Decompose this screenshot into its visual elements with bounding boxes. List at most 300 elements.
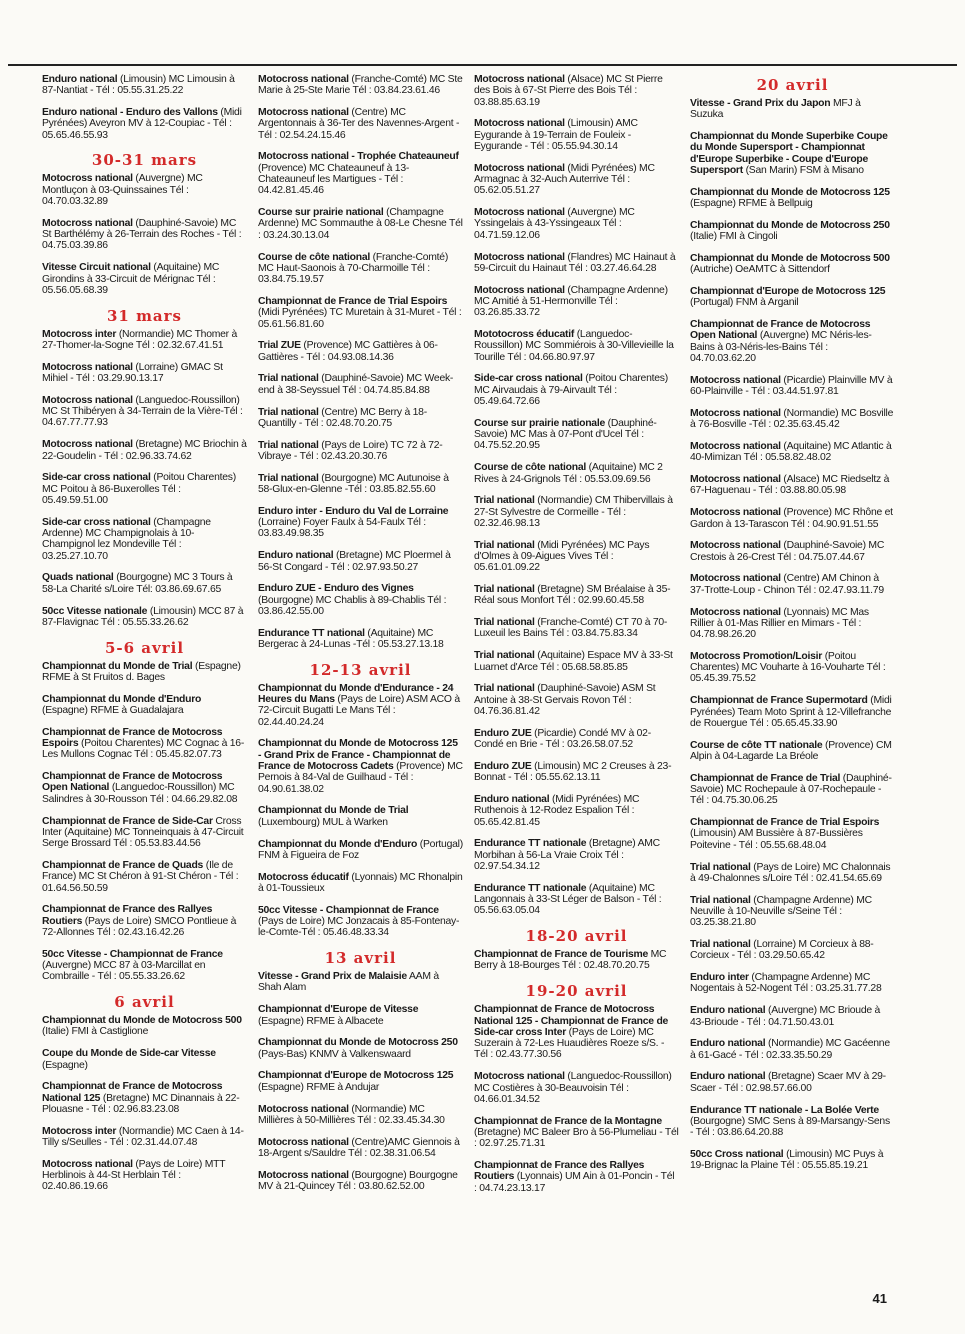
event-entry: [690, 895, 895, 929]
event-entry: [474, 617, 679, 640]
event-details: (Italie) FMI à Cingoli: [690, 231, 778, 243]
event-entry: [42, 1126, 247, 1149]
event-details: (Champagne Ardenne) MC Amitié à 51-Hermonville Tél : 03.26.85.33.72: [474, 284, 668, 319]
event-details: (Lyonnais) MC Rhonalpin à 01-Toussieux: [258, 871, 463, 894]
event-entry: [258, 107, 463, 141]
event-entry: [258, 1104, 463, 1127]
event-title: Quads national: [42, 572, 114, 584]
event-details: (Champagne Ardenne) MC Champignolais à 10-Champignol lez Mondeville Tél : 03.25.27.10.70: [42, 516, 211, 562]
event-title: Championnat de France de Motocross National 125: [42, 1081, 223, 1104]
event-details: (Dauphiné-Savoie) ASM St Antoine à 38-St Gervais Rovon Tél : 04.76.36.81.42: [474, 683, 656, 717]
event-title: Motocross national: [42, 217, 133, 229]
event-entry: [258, 683, 463, 728]
event-details: (Aquitaine) Espace MV à 33-St Luarnet d'Arce Tél : 05.68.58.85.85: [474, 650, 673, 673]
event-title: Trial national: [474, 495, 535, 507]
event-details: (Languedoc-Roussillon) MC St Thibéryen à 34-Terrain de la Vière-Tél : 04.67.77.77.93: [42, 394, 243, 429]
column-4: [690, 74, 895, 1182]
event-details: (Provence) MC Pernois à 84-Val de Guilhaud - Tél : 04.90.61.38.02: [258, 761, 463, 795]
date-heading: 12-13 avril: [309, 660, 412, 679]
event-details: (Centre)AMC Giennois à 18-Argent s/Sauldre Tél : 02.38.31.06.54: [258, 1136, 460, 1159]
event-details: (Limousin) AM Bussière à 87-Bussières Poitevine - Tél : 05.55.68.48.04: [690, 828, 863, 851]
event-title: Course de côte national: [474, 462, 587, 474]
event-entry: [42, 329, 247, 352]
event-title: Course de côte national: [258, 251, 371, 263]
event-title: Championnat de France de Motocross Open National: [690, 319, 871, 342]
event-entry: [474, 285, 679, 319]
event-entry: [474, 838, 679, 872]
event-entry: [690, 573, 895, 596]
event-title: Endurance TT national: [258, 627, 365, 639]
event-title: Coupe du Monde de Side-car Vitesse: [42, 1048, 216, 1060]
top-rule: [8, 64, 957, 66]
event-details: (Pays de Loire) ASM ACO à 72-Circuit Bugatti Le Mans Tél : 02.44.40.24.24: [258, 694, 460, 728]
event-details: (Centre) MC Argentonnais à 36-Ter des Navennes-Argent - Tél : 02.54.24.15.46: [258, 107, 460, 141]
event-title: Championnat de France de Motocross Open National: [42, 771, 223, 794]
event-details: (Portugal) FNM à Figueira de Foz: [258, 838, 463, 861]
event-entry: [474, 728, 679, 751]
date-heading: 18-20 avril: [525, 927, 628, 946]
event-title: Motocross national: [690, 573, 781, 585]
event-title: Championnat du Monde d'Enduro: [258, 838, 418, 850]
event-details: (Espagne) RFME à St Fruitos d. Bages: [42, 660, 241, 683]
event-entry: [690, 1005, 895, 1028]
event-title: Motocross national: [690, 407, 781, 419]
date-heading: 31 mars: [106, 306, 183, 325]
event-details: (Auvergne) MC Montluçon à 03-Quinssaines Tél : 04.70.03.32.89: [42, 173, 203, 208]
event-details: (Provence) CM Alpin à 04-Lagarde La Bréole: [690, 739, 892, 762]
event-entry: [474, 1071, 679, 1105]
event-title: Trial national: [474, 584, 535, 596]
event-entry: [474, 584, 679, 607]
event-title: Motocross national: [690, 441, 781, 453]
event-details: (Picardie) Plainville MV à 60-Plainville - Tél : 03.44.51.97.81: [690, 374, 893, 398]
event-title: Motocross national: [258, 1103, 349, 1115]
event-entry: [690, 740, 895, 763]
event-entry: [42, 606, 247, 629]
event-title: Mototocross éducatif: [474, 329, 575, 341]
event-details: (Auvergne) MC Yssingelais à 43-Yssingeaux Tél : 04.71.59.12.06: [474, 207, 635, 241]
event-details: (Normandie) MC Bosville à 76-Bosville -Tél : 02.35.63.45.42: [690, 407, 894, 431]
event-title: Motocross national: [258, 1169, 349, 1181]
event-entry: [474, 252, 679, 275]
event-details: (Dauphiné-Savoie) MC St Barthélémy à 26-Terrain des Roches - Tél : 04.75.03.39.86: [42, 217, 242, 252]
event-entry: [690, 695, 895, 729]
event-entry: [690, 507, 895, 530]
event-title: 50cc Cross national: [690, 1148, 784, 1160]
event-entry: [258, 628, 463, 651]
event-entry: [42, 74, 247, 97]
event-entry: [42, 472, 247, 506]
event-entry: [258, 340, 463, 363]
event-details: (Midi Pyrénées) TC Muretain à 31-Muret - Tél : 05.61.56.81.60: [258, 307, 462, 330]
event-title: Championnat d'Europe de Vitesse: [258, 1004, 419, 1016]
event-title: Motocross national: [42, 361, 133, 373]
event-entry: [690, 131, 895, 176]
event-details: (Pays de Loire) TC 72 à 72-Vibraye - Tél : 02.43.20.30.76: [258, 439, 443, 462]
event-entry: [474, 883, 679, 917]
event-details: (Bourgogne) MC Chablis à 89-Chablis Tél : 03.86.42.55.00: [258, 594, 447, 617]
event-entry: [258, 583, 463, 617]
event-entry: [42, 727, 247, 761]
event-details: MC Berry à 18-Bourges Tél : 02.48.70.20.75: [474, 949, 667, 972]
event-entry: [258, 1137, 463, 1160]
event-details: (Dauphiné-Savoie) MC Crestois à 26-Crest Tél : 04.75.07.44.67: [690, 540, 885, 563]
event-details: (Autriche) OeAMTC à Sittendorf: [690, 264, 830, 276]
event-title: Championnat du Monde de Motocross 250: [690, 219, 890, 231]
event-entry: [690, 540, 895, 563]
event-title: Championnat du Monde de Motocross 500: [690, 252, 890, 264]
column-3: [474, 74, 679, 1204]
event-title: Course de côte TT nationale: [690, 739, 823, 751]
event-entry: [258, 296, 463, 330]
event-title: Championnat du Monde de Motocross 125 - Grand Prix de France - Championnat de France de Motocross Cadets: [258, 738, 458, 773]
event-title: Trial national: [690, 894, 751, 906]
event-details: (Franche-Comté) MC Haut-Saonois à 70-Charmoille Tél : 03.84.75.19.57: [258, 251, 449, 286]
event-entry: [42, 1048, 247, 1071]
event-details: (Limousin) AMC Eygurande à 19-Terrain de Fouleix - Eygurande - Tél : 05.55.94.30.14: [474, 118, 638, 152]
event-title: Championnat d'Europe de Motocross 125: [690, 286, 886, 298]
event-details: (Bretagne) MC Ploermel à 56-St Congard - Tél : 02.97.93.50.27: [258, 550, 451, 573]
event-entry: [42, 572, 247, 595]
event-entry: [258, 1170, 463, 1193]
event-details: (Provence) MC Chateauneuf à 13-Chateauneuf les Martigues - Tél : 04.42.81.45.46: [258, 162, 410, 197]
event-title: 50cc Vitesse nationale: [42, 605, 148, 617]
event-entry: [474, 1004, 679, 1060]
event-details: (Espagne) RFME à Guadalajara: [42, 704, 184, 716]
event-details: (Limousin) MC 2 Creuses à 23-Bonnat - Tél : 05.55.62.13.11: [474, 760, 672, 784]
event-details: (Aquitaine) MC 2 Rives à 24-Grignols Tél : 05.53.09.69.56: [474, 462, 663, 485]
event-title: Championnat du Monde Superbike Coupe du Monde Supersport - Championnat d'Europe Superbike - Coupe d'Europe Supersport: [690, 131, 888, 176]
event-details: (Franche-Comté) CT 70 à 70-Luxeuil les Bains Tél : 03.84.75.83.34: [474, 617, 668, 640]
event-details: (Pays de Loire) MC Chalonnais à 49-Chalonnes s/Loire Tél : 02.41.54.65.69: [690, 861, 891, 884]
event-details: (Lyonnais) MC Mas Rillier à 01-Mas Rillier en Mimars - Tél : 04.78.98.26.20: [690, 606, 869, 641]
event-title: Enduro national: [690, 1038, 766, 1050]
event-title: Trial national: [690, 861, 751, 873]
event-title: Motocross national: [690, 507, 781, 519]
event-entry: [474, 794, 679, 828]
event-details: (Bretagne) SM Bréalaise à 35-Réal sous Monfort Tél : 02.99.60.45.58: [474, 584, 671, 607]
event-entry: [258, 805, 463, 828]
event-title: Trial national: [474, 650, 535, 662]
event-details: (Pays-Bas) KNMV à Valkenswaard: [258, 1048, 411, 1060]
event-entry: [42, 1159, 247, 1193]
event-title: Motocross national: [474, 207, 565, 219]
event-details: (Portugal) FNM à Arganil: [690, 297, 799, 309]
event-title: Championnat du Monde de Motocross 500: [42, 1015, 242, 1027]
event-title: Championnat de France des Rallyes Routiers: [474, 1159, 645, 1183]
event-entry: [258, 407, 463, 430]
event-title: Motocross national: [42, 173, 133, 185]
event-title: Championnat de France de Trial Espoirs: [258, 295, 448, 307]
event-entry: [474, 118, 679, 152]
event-details: (Limousin) MCC 87 à 87-Flavignac Tél : 05.55.33.26.62: [42, 605, 244, 628]
event-title: Course sur prairie nationale: [474, 417, 606, 429]
event-details: (Bourgogne) SMC Sens à 89-Marsangy-Sens - Tél : 03.86.64.20.88: [690, 1115, 890, 1139]
event-title: Motocross national: [258, 74, 349, 85]
event-details: (Poitou Charentes) MC Vouharte à 16-Vouharte Tél : 05.45.39.75.52: [690, 650, 886, 685]
date-heading: 5-6 avril: [104, 638, 185, 657]
event-title: Enduro ZUE: [474, 727, 532, 739]
event-entry: [690, 817, 895, 851]
event-title: Enduro inter: [690, 972, 749, 984]
event-title: Course sur prairie national: [258, 207, 384, 219]
event-title: Championnat de France de Trial: [690, 772, 841, 784]
event-entry: [690, 773, 895, 807]
event-details: (Languedoc-Roussillon) MC Sommiérois à 30-Villevieille la Tourille Tél : 04.66.80.97.97: [474, 329, 674, 363]
event-title: Motocross national: [474, 118, 565, 130]
event-entry: [258, 1004, 463, 1027]
event-title: Motocross national: [258, 1136, 349, 1148]
event-details: (Poitou Charentes) MC Cognac à 16-Les Mullons Cognac Tél : 05.45.82.07.73: [42, 738, 245, 761]
event-entry: [690, 1071, 895, 1094]
event-details: (Languedoc-Roussillon) MC Salindres à 30-Rousson Tél : 04.66.29.82.08: [42, 782, 238, 805]
event-details: (Centre) AM Chinon à 37-Trotte-Loup - Chinon Tél : 02.47.93.11.79: [690, 573, 884, 596]
event-details: (Espagne) RFME à Albacete: [258, 1015, 384, 1027]
event-details: (Ile de France) MC St Chéron à 91-St Chéron - Tél : 01.64.56.50.59: [42, 859, 239, 894]
event-entry: [258, 506, 463, 540]
event-title: Championnat de France Supermotard: [690, 695, 868, 707]
date-heading: 19-20 avril: [525, 982, 628, 1001]
event-entry: [42, 395, 247, 429]
event-entry: [474, 1160, 679, 1194]
event-details: (Auvergne) MC Néris-les-Bains à 03-Néris-les-Bains Tél : 04.70.03.62.20: [690, 330, 872, 365]
event-details: (Midi Pyrénées) Aveyron MV à 12-Coupiac - Tél : 05.65.46.55.93: [42, 107, 242, 141]
event-title: Motocross national: [474, 284, 565, 296]
event-details: (Lorraine) GMAC St Mihiel - Tél : 03.29.90.13.17: [42, 361, 223, 385]
page-number: 41: [872, 1291, 887, 1306]
event-details: (Italie) FMI à Castiglione: [42, 1026, 149, 1038]
event-entry: [690, 1038, 895, 1061]
event-details: (Alsace) MC Riedseltz à 67-Haguenau - Tél : 03.88.80.05.98: [690, 474, 890, 497]
event-details: (Bretagne) MC Briochin à 22-Goudelin - Tél : 02.96.33.74.62: [42, 439, 247, 462]
event-title: Motocross national: [42, 1158, 133, 1170]
event-title: Motocross national: [258, 107, 349, 119]
event-details: (Dauphiné-Savoie) MC Week-end à 38-Seyssuel Tél : 04.74.85.84.88: [258, 373, 454, 396]
event-title: Side-car cross national: [474, 373, 583, 385]
event-entry: [474, 495, 679, 529]
event-entry: [690, 220, 895, 243]
event-entry: [474, 949, 679, 972]
event-title: Vitesse - Grand Prix du Japon: [690, 98, 831, 109]
event-details: (Aquitaine) MC Girondins à 33-Circuit de Mérignac Tél : 05.56.05.68.39: [42, 262, 220, 296]
event-details: (Pays de Loire) MC Jonzacais à 85-Fontenay-le-Comte-Tél : 05.46.48.33.34: [258, 916, 460, 939]
event-details: Cross Inter (Aquitaine) MC Tonneinquais à 47-Circuit Serge Brossard Tél : 05.53.83.44.56: [42, 815, 244, 850]
event-entry: [258, 738, 463, 794]
event-title: Championnat de France de Tourisme: [474, 949, 649, 961]
event-details: (Lorraine) M Corcieux à 88-Corcieux - Tél : 03.29.50.65.42: [690, 939, 874, 962]
event-entry: [258, 151, 463, 196]
event-entry: [690, 286, 895, 309]
event-title: Enduro ZUE - Enduro des Vignes: [258, 583, 414, 595]
event-details: (Normandie) MC Thomer à 27-Thomer-la-Sogne Tél : 02.32.67.41.51: [42, 328, 238, 351]
event-title: Trial national: [474, 683, 535, 695]
event-title: Trial national: [258, 439, 319, 451]
event-title: Motocross national: [690, 540, 781, 552]
event-title: Championnat de France de Quads: [42, 859, 204, 871]
event-entry: [258, 550, 463, 573]
event-entry: [690, 253, 895, 276]
event-details: (Flandres) MC Hainaut à 59-Circuit du Hainaut Tél : 03.27.46.64.28: [474, 251, 676, 274]
event-title: Endurance TT nationale - La Bolée Verte: [690, 1104, 879, 1116]
event-title: Trial ZUE: [258, 340, 301, 352]
event-title: Motocross national - Trophée Chateauneuf: [258, 151, 459, 163]
event-title: Endurance TT nationale: [474, 882, 587, 894]
event-title: Championnat de France de Trial Espoirs: [690, 817, 880, 829]
event-entry: [42, 1015, 247, 1038]
event-details: (Limousin) MC Limousin à 87-Nantiat - Tél : 05.55.31.25.22: [42, 74, 235, 97]
event-entry: [474, 74, 679, 108]
event-title: Championnat d'Europe de Motocross 125: [258, 1070, 454, 1082]
event-title: Enduro national - Enduro des Vallons: [42, 107, 218, 119]
event-details: (Bourgogne) MC Autunoise à 58-Glux-en-Glenne -Tél : 03.85.82.55.60: [258, 472, 449, 496]
event-title: Trial national: [474, 539, 535, 551]
date-heading: 30-31 mars: [91, 151, 198, 170]
column-2: [258, 74, 463, 1203]
event-entry: [258, 207, 463, 241]
event-entry: [690, 98, 895, 121]
event-details: (San Marin) FSM à Misano: [742, 164, 864, 176]
event-title: Motocross inter: [42, 328, 117, 340]
event-title: Motocross national: [474, 1071, 565, 1083]
event-details: (Midi Pyrénées) MC Pays d'Olmes à 09-Aigues Vives Tél : 05.61.01.09.22: [474, 539, 650, 574]
event-details: (Espagne) RFME à Bellpuig: [690, 198, 813, 210]
event-entry: [258, 1070, 463, 1093]
event-details: (Dauphiné-Savoie) MC Mas à 07-Pont d'Ucel Tél : 04.75.52.20.95: [474, 417, 657, 452]
event-details: MFJ à Suzuka: [690, 98, 861, 121]
event-entry: [258, 905, 463, 939]
event-details: (Alsace) MC St Pierre des Bois à 67-St Pierre des Bois Tél : 03.88.85.63.19: [474, 74, 663, 108]
event-title: Motocross national: [690, 606, 781, 618]
event-details: (Pays de Loire) MC Suzerain à 72-Les Huaudières Roeze s/S. - Tél : 02.43.77.30.56: [474, 1026, 665, 1061]
event-details: (Normandie) MC Caen à 14-Tilly s/Seulles - Tél : 02.31.44.07.48: [42, 1125, 244, 1148]
event-title: Championnat de France de la Montagne: [474, 1115, 662, 1127]
event-details: (Centre) MC Berry à 18-Quantilly - Tél : 02.48.70.20.75: [258, 406, 427, 429]
event-entry: [258, 252, 463, 286]
event-details: (Normandie) CM Thibervillais à 27-St Sylvestre de Cormeille - Tél : 02.32.46.98.13: [474, 495, 673, 529]
event-details: (Picardie) Condé MV à 02-Condé en Brie - Tél : 03.26.58.07.52: [474, 727, 651, 751]
event-details: (Bretagne) Scaer MV à 29-Scaer - Tél : 02.98.57.66.00: [690, 1071, 886, 1094]
event-title: Motocross Promotion/Loisir: [690, 650, 823, 662]
column-1: [42, 74, 247, 1203]
event-entry: [690, 939, 895, 962]
event-title: Championnat du Monde de Motocross 125: [690, 186, 890, 198]
event-details: (Espagne) RFME à Andujar: [258, 1081, 380, 1093]
event-details: (Bretagne) MC Baleer Bro à 56-Plumeliau - Tél : 02.97.25.71.31: [474, 1126, 679, 1150]
event-title: Championnat de France des Rallyes Routiers: [42, 904, 213, 927]
date-heading: 20 avril: [756, 76, 829, 94]
event-details: (Poitou Charentes) MC Airvaudais à 79-Airvault Tél : 05.49.64.72.66: [474, 373, 668, 408]
event-title: Motocross national: [690, 474, 781, 486]
event-title: Side-car cross national: [42, 472, 151, 484]
event-details: (Lyonnais) UM Ain à 01-Poncin - Tél : 04.74.23.13.17: [474, 1171, 675, 1194]
event-entry: [42, 771, 247, 805]
event-details: (Auvergne) MC Brioude à 43-Brioude - Tél : 04.71.50.43.01: [690, 1005, 881, 1028]
event-details: (Midi Pyrénées) MC Armagnac à 32-Auch Auterrive Tél : 05.62.05.51.27: [474, 162, 655, 197]
event-entry: [42, 218, 247, 252]
event-title: Endurance TT nationale: [474, 838, 587, 850]
event-entry: [690, 408, 895, 431]
event-entry: [690, 972, 895, 995]
event-title: Enduro national: [690, 1005, 766, 1017]
event-title: Motocross national: [42, 439, 133, 451]
event-title: Championnat de France de Motocross Espoirs: [42, 726, 223, 750]
event-details: (Luxembourg) MUL à Warken: [258, 816, 388, 828]
event-entry: [42, 107, 247, 141]
event-details: (Dauphiné-Savoie) MC Rochepaule à 07-Rochepaule - Tél : 04.75.30.06.25: [690, 772, 892, 807]
date-heading: 13 avril: [324, 949, 397, 968]
event-title: Trial national: [258, 472, 319, 484]
event-details: (Pays de Loire) MTT Herblinois à 44-St Herblain Tél : 02.40.86.19.66: [42, 1158, 226, 1193]
event-details: (Provence) MC Rhône et Gardon à 13-Tarascon Tél : 04.90.91.51.55: [690, 507, 893, 530]
event-title: Championnat du Monde d'Enduro: [42, 693, 202, 705]
event-entry: [474, 761, 679, 784]
event-entry: [258, 971, 463, 994]
event-details: (Lorraine) Foyer Faulx à 54-Faulx Tél : 03.83.49.98.35: [258, 517, 426, 540]
event-details: (Pays de Loire) SMCO Pontlieue à 72-Allonnes Tél : 02.43.16.42.26: [42, 915, 237, 938]
event-entry: [42, 949, 247, 983]
event-entry: [42, 694, 247, 717]
event-details: (Aquitaine) MC Langonnais à 33-St Léger de Balson - Tél : 05.56.63.05.04: [474, 882, 662, 917]
event-title: Motocross national: [42, 394, 133, 406]
event-entry: [690, 375, 895, 398]
event-entry: [42, 262, 247, 296]
event-entry: [42, 362, 247, 385]
event-details: (Midi Pyrénées) MC Ruthenois à 12-Rodez Espalion Tél : 05.65.42.81.45: [474, 793, 640, 828]
event-title: Motocross inter: [42, 1125, 117, 1137]
event-title: Motocross national: [474, 162, 565, 174]
event-title: Championnat du Monde d'Endurance - 24 Heures du Mans: [258, 682, 454, 706]
event-entry: [258, 373, 463, 396]
event-entry: [690, 474, 895, 497]
event-entry: [42, 439, 247, 462]
event-entry: [42, 904, 247, 938]
event-entry: [42, 860, 247, 894]
event-details: AAM à Shah Alam: [258, 971, 439, 994]
event-title: Side-car cross national: [42, 516, 151, 528]
event-details: (Poitou Charentes) MC Poitou à 86-Buxerolles Tél : 05.49.59.51.00: [42, 472, 236, 506]
event-details: (Champagne Ardenne) MC Sommauthe à 08-Le Chesne Tél : 03.24.30.13.04: [258, 207, 463, 241]
event-entry: [474, 683, 679, 717]
event-title: Championnat de France de Motocross National 125 - Championnat de France de Side-car cross Inter: [474, 1004, 669, 1038]
event-details: (Limousin) MC Puys à 19-Brignac la Plaine Tél : 05.55.85.19.21: [690, 1148, 884, 1172]
event-entry: [474, 329, 679, 363]
date-heading: 6 avril: [114, 993, 175, 1012]
event-entry: [258, 440, 463, 463]
event-title: Motocross national: [690, 374, 781, 386]
event-entry: [474, 418, 679, 452]
event-title: Trial national: [474, 617, 535, 629]
event-entry: [690, 1105, 895, 1139]
event-title: Vitesse - Grand Prix de Malaisie: [258, 971, 407, 983]
event-details: (Bretagne) MC Dinannais à 22-Plouasne - Tél : 02.96.83.23.08: [42, 1092, 240, 1115]
event-details: (Aquitaine) MC Atlantic à 40-Mimizan Tél : 05.58.82.48.02: [690, 441, 892, 464]
event-entry: [258, 473, 463, 496]
event-entry: [42, 816, 247, 850]
event-details: (Espagne): [42, 1059, 88, 1071]
event-details: (Provence) MC Gattières à 06-Gattières - Tél : 04.93.08.14.36: [258, 340, 438, 363]
event-details: (Aquitaine) MC Bergerac à 24-Lunas -Tél : 05.53.27.13.18: [258, 627, 444, 650]
event-details: (Bourgogne) MC 3 Tours à 58-La Charité s/Loire Tél: 03.86.69.67.65: [42, 572, 233, 595]
event-entry: [474, 540, 679, 574]
event-entry: [690, 187, 895, 210]
event-entry: [690, 607, 895, 641]
event-title: Enduro inter - Enduro du Val de Lorraine: [258, 505, 449, 517]
event-entry: [474, 462, 679, 485]
event-entry: [258, 74, 463, 97]
event-details: (Normandie) MC Gacéenne à 61-Gacé - Tél : 02.33.35.50.29: [690, 1038, 890, 1061]
event-title: Championnat du Monde de Trial: [42, 660, 193, 672]
event-entry: [690, 651, 895, 685]
